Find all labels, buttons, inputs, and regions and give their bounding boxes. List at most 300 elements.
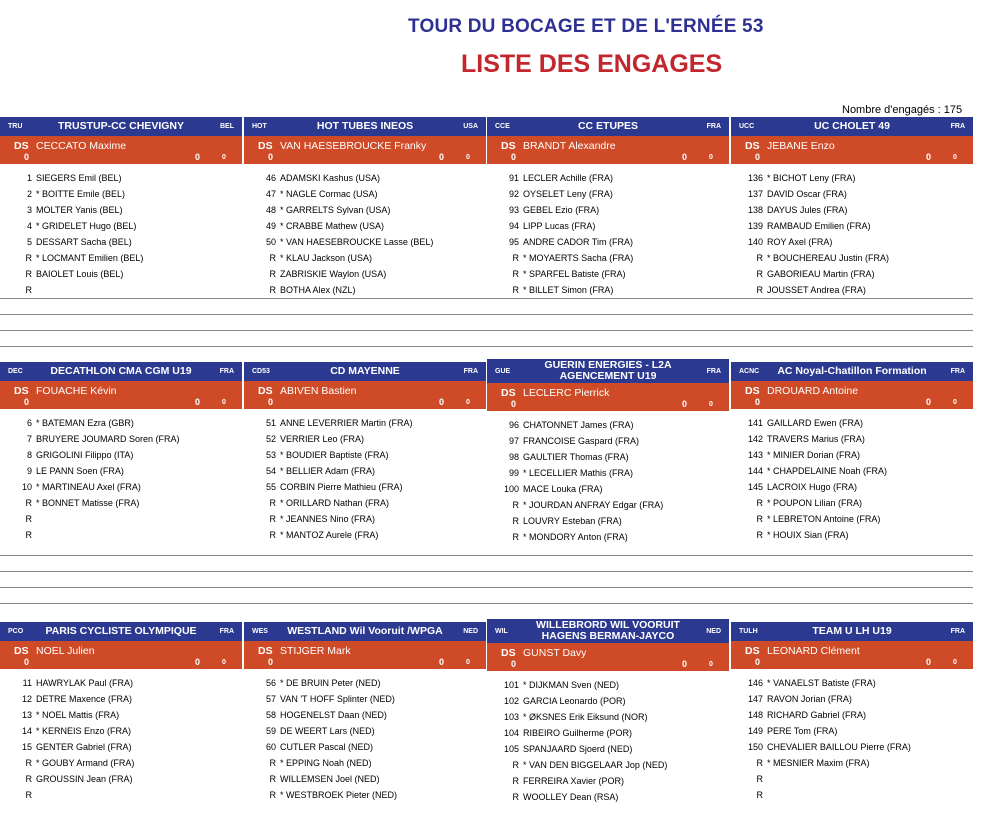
team-code: GUE [495,367,511,375]
rider-row [0,202,242,218]
team-code: TRU [8,123,23,130]
ds-zero: 0 [926,657,932,667]
rider-row [731,787,973,803]
rider-row [487,529,729,545]
ds-zero: 0 [24,397,30,407]
rider-number: 51 [265,418,276,428]
rider-number: R [512,253,519,263]
ds-label: DS [14,385,29,397]
team-block [0,117,242,298]
rider-name: MOLTER Yanis (BEL) [36,205,123,215]
team-header [731,117,973,136]
rider-name: GABORIEAU Martin (FRA) [767,269,875,279]
rider-number: 7 [26,434,32,444]
rider-number: R [512,516,519,526]
rider-name: HOGENELST Daan (NED) [280,710,387,720]
team-block [0,622,242,803]
team-nationality: FRA [463,368,478,375]
rider-row [487,497,729,513]
rider-number: 138 [747,205,763,215]
rider-list [244,675,486,803]
rider-name: * CRABBE Mathew (USA) [280,221,385,231]
rider-name: LE PANN Soen (FRA) [36,466,124,476]
rider-row [0,707,242,723]
rider-name: * LEBRETON Antoine (FRA) [767,514,881,524]
rider-row [731,479,973,495]
rider-row [244,511,486,527]
rider-name: ADAMSKI Kashus (USA) [280,173,381,183]
rider-name: * BICHOT Leny (FRA) [767,173,856,183]
rider-number: R [25,790,32,800]
rider-name: ANDRE CADOR Tim (FRA) [523,237,633,247]
rider-name: CHATONNET James (FRA) [523,420,634,430]
ds-label: DS [14,140,29,152]
team-block [244,117,486,298]
rider-row [731,739,973,755]
ds-zero: 0 [466,154,470,161]
rider-number: 54 [265,466,276,476]
rider-number: R [512,532,519,542]
rider-row [0,250,242,266]
rider-name: * VAN HAESEBROUCKE Lasse (BEL) [280,237,434,247]
rider-row [244,495,486,511]
rider-row [731,707,973,723]
rider-list [731,170,973,298]
rider-number: R [756,269,763,279]
rider-number: R [25,285,32,295]
team-name: WILLEBRORD WIL VOORUIT HAGENS BERMAN-JAYCO [536,619,680,642]
rider-list [0,415,242,543]
rider-name: * GOUBY Armand (FRA) [36,758,135,768]
rider-name: DESSART Sacha (BEL) [36,237,132,247]
rider-name: * EPPING Noah (NED) [280,758,372,768]
divider-line [0,571,973,572]
rider-number: 59 [265,726,276,736]
divider-line [0,346,973,347]
ds-zero: 0 [24,657,30,667]
rider-row [731,202,973,218]
rider-name: DE WEERT Lars (NED) [280,726,375,736]
rider-row [244,723,486,739]
rider-number: 143 [747,450,763,460]
rider-row [487,266,729,282]
ds-name: LECLERC Pierrick [523,387,610,399]
ds-label: DS [258,385,273,397]
ds-name: BRANDT Alexandre [523,140,616,152]
ds-zero: 0 [682,152,688,162]
team-block [487,117,729,298]
team-name: AC Noyal-Chatillon Formation [777,365,927,377]
ds-zero: 0 [953,154,957,161]
rider-number: 148 [747,710,763,720]
rider-number: 102 [503,696,519,706]
rider-number: 105 [503,744,519,754]
ds-zero: 0 [709,401,713,408]
rider-name: * BELLIER Adam (FRA) [280,466,376,476]
rider-row [731,771,973,787]
rider-name: ZABRISKIE Waylon (USA) [280,269,387,279]
rider-name: * JEANNES Nino (FRA) [280,514,376,524]
rider-name: DAYUS Jules (FRA) [767,205,848,215]
rider-number: R [756,774,763,784]
rider-row [0,218,242,234]
ds-zero: 0 [926,152,932,162]
rider-number: 48 [265,205,276,215]
rider-number: 60 [265,742,276,752]
ds-zero: 0 [953,399,957,406]
ds-zero: 0 [953,659,957,666]
rider-number: 146 [747,678,763,688]
directeur-sportif-bar [731,641,973,669]
directeur-sportif-bar [0,136,242,164]
rider-row [487,186,729,202]
ds-name: FOUACHE Kévin [36,385,117,397]
rider-name: * JOURDAN ANFRAY Edgar (FRA) [523,500,664,510]
rider-name: * NAGLE Cormac (USA) [280,189,378,199]
rider-number: 147 [747,694,763,704]
team-code: HOT [252,123,267,130]
rider-number: 137 [747,189,763,199]
rider-name: LIPP Lucas (FRA) [523,221,596,231]
team-header [0,622,242,641]
rider-row [731,511,973,527]
rider-name: * MOYAERTS Sacha (FRA) [523,253,634,263]
ds-label: DS [258,140,273,152]
rider-name: * BOUDIER Baptiste (FRA) [280,450,389,460]
rider-row [731,723,973,739]
rider-name: DETRE Maxence (FRA) [36,694,133,704]
rider-row [487,465,729,481]
rider-number: R [756,790,763,800]
rider-name: CORBIN Pierre Mathieu (FRA) [280,482,403,492]
divider-line [0,555,973,556]
rider-row [731,691,973,707]
rider-number: R [756,498,763,508]
rider-list [487,677,729,805]
rider-row [487,449,729,465]
rider-number: 149 [747,726,763,736]
team-header [731,622,973,641]
rider-number: 140 [747,237,763,247]
directeur-sportif-bar [487,383,729,411]
rider-row [487,693,729,709]
team-block [731,622,973,803]
rider-number: R [512,269,519,279]
rider-number: 12 [21,694,32,704]
rider-row [0,447,242,463]
ds-zero: 0 [439,657,445,667]
rider-number: R [756,514,763,524]
rider-name: * POUPON Lilian (FRA) [767,498,863,508]
team-nationality: FRA [706,123,721,130]
ds-label: DS [258,645,273,657]
rider-number: 144 [747,466,763,476]
rider-number: 103 [503,712,519,722]
entrant-count: Nombre d'engagés : 175 [842,104,963,116]
rider-name: * NOEL Mattis (FRA) [36,710,120,720]
rider-row [244,202,486,218]
rider-row [731,234,973,250]
rider-number: 92 [508,189,519,199]
divider-line [0,314,973,315]
ds-zero: 0 [511,399,517,409]
rider-list [0,170,242,298]
directeur-sportif-bar [487,643,729,671]
team-name: CC ETUPES [577,120,639,132]
divider-line [0,298,973,299]
rider-number: 15 [21,742,32,752]
rider-name: BRUYERE JOUMARD Soren (FRA) [36,434,180,444]
rider-number: 49 [265,221,276,231]
ds-zero: 0 [511,152,517,162]
rider-row [0,282,242,298]
team-code: CCE [495,123,510,130]
rider-number: 104 [503,728,519,738]
directeur-sportif-bar [731,381,973,409]
ds-zero: 0 [682,659,688,669]
rider-number: R [269,758,276,768]
team-nationality: NED [706,627,721,635]
rider-name: * MESNIER Maxim (FRA) [767,758,870,768]
team-nationality: FRA [706,367,721,375]
ds-zero: 0 [709,154,713,161]
rider-name: RAVON Jorian (FRA) [767,694,852,704]
rider-number: 136 [747,173,763,183]
rider-number: R [269,530,276,540]
rider-row [244,675,486,691]
rider-number: 57 [265,694,276,704]
rider-row [731,463,973,479]
rider-number: 50 [265,237,276,247]
rider-number: 6 [26,418,32,428]
rider-row [244,415,486,431]
rider-name: * DIJKMAN Sven (NED) [523,680,620,690]
rider-row [487,741,729,757]
ds-zero: 0 [466,659,470,666]
ds-label: DS [745,385,760,397]
rider-number: 8 [26,450,32,460]
rider-name: VERRIER Leo (FRA) [280,434,365,444]
rider-row [0,675,242,691]
rider-number: R [512,500,519,510]
ds-name: ABIVEN Bastien [280,385,357,397]
rider-row [0,415,242,431]
rider-row [487,282,729,298]
team-nationality: FRA [219,628,234,635]
ds-label: DS [14,645,29,657]
team-header [244,622,486,641]
rider-row [244,186,486,202]
ds-label: DS [501,647,516,659]
rider-name: GAULTIER Thomas (FRA) [523,452,629,462]
rider-number: 141 [747,418,763,428]
ds-name: NOEL Julien [36,645,95,657]
rider-number: R [25,774,32,784]
team-block [731,117,973,298]
team-header [0,362,242,381]
rider-row [0,170,242,186]
divider-line [0,587,973,588]
ds-zero: 0 [439,152,445,162]
team-header [244,362,486,381]
team-code: ACNC [739,368,760,375]
rider-number: R [269,253,276,263]
rider-name: LOUVRY Esteban (FRA) [523,516,622,526]
rider-number: 13 [21,710,32,720]
rider-row [487,709,729,725]
rider-row [244,739,486,755]
rider-row [244,707,486,723]
directeur-sportif-bar [244,641,486,669]
rider-row [0,479,242,495]
team-name: PARIS CYCLISTE OLYMPIQUE [45,625,197,637]
rider-row [487,417,729,433]
rider-number: 1 [26,173,32,183]
rider-row [731,282,973,298]
rider-row [487,234,729,250]
rider-row [487,773,729,789]
rider-row [487,677,729,693]
rider-number: R [25,498,32,508]
ds-zero: 0 [682,399,688,409]
rider-name: * BOITTE Emile (BEL) [36,189,126,199]
rider-row [731,415,973,431]
directeur-sportif-bar [244,381,486,409]
ds-zero: 0 [222,399,226,406]
rider-number: 10 [21,482,32,492]
rider-name: * ORILLARD Nathan (FRA) [280,498,390,508]
team-name: DECATHLON CMA CGM U19 [50,365,192,377]
rider-name: GAILLARD Ewen (FRA) [767,418,864,428]
rider-row [0,431,242,447]
team-header [487,619,729,643]
team-header [731,362,973,381]
rider-number: 93 [508,205,519,215]
team-nationality: FRA [950,628,965,635]
ds-zero: 0 [222,659,226,666]
team-name: TRUSTUP-CC CHEVIGNY [57,120,184,132]
rider-row [487,789,729,805]
ds-zero: 0 [268,152,274,162]
ds-zero: 0 [439,397,445,407]
rider-row [731,447,973,463]
rider-name: RIBEIRO Guilherme (POR) [523,728,633,738]
rider-name: TRAVERS Marius (FRA) [767,434,865,444]
rider-number: 3 [26,205,32,215]
rider-name: WOOLLEY Dean (RSA) [523,792,619,802]
team-code: WIL [495,627,508,635]
rider-name: * WESTBROEK Pieter (NED) [280,790,398,800]
team-block [0,362,242,543]
rider-name: WILLEMSEN Joel (NED) [280,774,380,784]
rider-number: R [269,514,276,524]
rider-row [244,755,486,771]
rider-row [244,218,486,234]
rider-list [487,170,729,298]
rider-name: BAIOLET Louis (BEL) [36,269,124,279]
ds-name: GUNST Davy [523,647,587,659]
rider-name: * HOUIX Sian (FRA) [767,530,849,540]
rider-row [731,170,973,186]
ds-label: DS [501,140,516,152]
rider-number: R [756,758,763,768]
rider-row [244,266,486,282]
rider-name: * CHAPDELAINE Noah (FRA) [767,466,888,476]
ds-zero: 0 [195,397,201,407]
rider-number: 101 [503,680,519,690]
rider-row [731,266,973,282]
rider-number: 91 [508,173,519,183]
rider-number: R [25,514,32,524]
rider-name: * ØKSNES Erik Eiksund (NOR) [523,712,648,722]
rider-number: 4 [26,221,32,231]
page-title: TOUR DU BOCAGE ET DE L'ERNÉE 53 [408,16,764,37]
team-code: CD53 [252,368,270,375]
rider-number: 95 [508,237,519,247]
rider-number: R [269,774,276,784]
rider-list [244,170,486,298]
rider-number: 9 [26,466,32,476]
ds-zero: 0 [466,399,470,406]
rider-number: R [25,758,32,768]
rider-number: 139 [747,221,763,231]
team-nationality: USA [463,123,478,130]
rider-number: 2 [26,189,32,199]
rider-name: SPANJAARD Sjoerd (NED) [523,744,633,754]
page-subtitle: LISTE DES ENGAGES [461,50,723,78]
team-nationality: NED [463,628,478,635]
rider-number: 98 [508,452,519,462]
rider-name: GARCIA Leonardo (POR) [523,696,626,706]
team-name: WESTLAND Wil Vooruit /WPGA [287,625,443,637]
team-nationality: FRA [950,368,965,375]
rider-name: * BOUCHEREAU Justin (FRA) [767,253,890,263]
rider-number: 52 [265,434,276,444]
team-header [487,359,729,383]
rider-number: 11 [22,678,32,688]
divider-line [0,330,973,331]
divider-line [0,603,973,604]
team-code: UCC [739,123,755,130]
directeur-sportif-bar [731,136,973,164]
rider-name: * VANAELST Batiste (FRA) [767,678,876,688]
rider-number: R [756,285,763,295]
team-name: UC CHOLET 49 [814,120,890,132]
team-block [487,619,729,805]
ds-name: CECCATO Maxime [36,140,127,152]
rider-row [244,691,486,707]
rider-name: MACE Louka (FRA) [523,484,603,494]
rider-name: SIEGERS Emil (BEL) [36,173,122,183]
rider-name: CUTLER Pascal (NED) [280,742,374,752]
rider-row [487,218,729,234]
team-name: HOT TUBES INEOS [316,120,414,132]
rider-row [244,431,486,447]
ds-zero: 0 [755,397,761,407]
team-block [244,362,486,543]
ds-name: VAN HAESEBROUCKE Franky [280,140,427,152]
rider-name: ANNE LEVERRIER Martin (FRA) [280,418,413,428]
rider-name: GEBEL Ezio (FRA) [523,205,600,215]
rider-row [0,511,242,527]
rider-row [731,675,973,691]
rider-list [0,675,242,803]
rider-row [0,723,242,739]
rider-row [487,433,729,449]
rider-number: R [512,792,519,802]
rider-row [244,787,486,803]
ds-name: STIJGER Mark [280,645,351,657]
